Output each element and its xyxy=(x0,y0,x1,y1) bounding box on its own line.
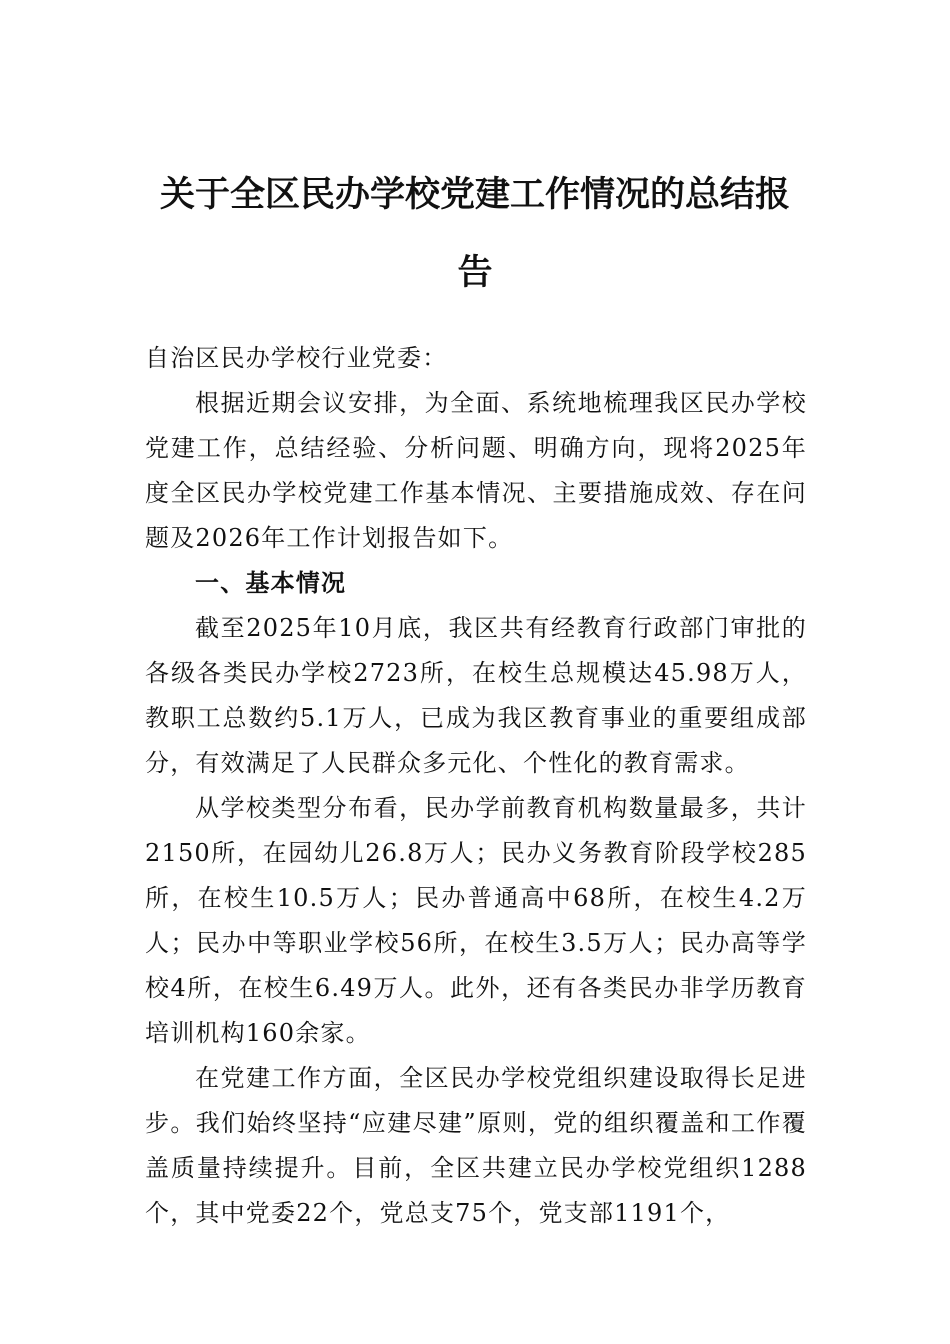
paragraph: 截至2025年10月底，我区共有经教育行政部门审批的各级各类民办学校2723所，在校生总规模达45.98万人，教职工总数约5.1万人，已成为我区教育事业的重要组成部分，有效满足了人民群众多元化、个性化的教育需求。 xyxy=(145,614,807,777)
intro-paragraph: 根据近期会议安排，为全面、系统地梳理我区民办学校党建工作，总结经验、分析问题、明确方向，现将2025年度全区民办学校党建工作基本情况、主要措施成效、存在问题及2026年工作计划报告如下。 xyxy=(145,389,807,552)
document-body xyxy=(145,336,807,1236)
section-heading: 一、基本情况 xyxy=(195,569,347,597)
salutation: 自治区民办学校行业党委： xyxy=(145,344,448,372)
paragraph: 从学校类型分布看，民办学前教育机构数量最多，共计2150所，在园幼儿26.8万人；民办义务教育阶段学校285所，在校生10.5万人；民办普通高中68所，在校生4.2万人；民办中等职业学校56所，在校生3.5万人；民办高等学校4所，在校生6.49万人。此外，还有各类民办非学历教育培训机构160余家。 xyxy=(145,794,807,1047)
document-title: 关于全区民办学校党建工作情况的总结报告 xyxy=(159,174,790,293)
paragraph: 在党建工作方面，全区民办学校党组织建设取得长足进步。我们始终坚持“应建尽建”原则，党的组织覆盖和工作覆盖质量持续提升。目前，全区共建立民办学校党组织1288个，其中党委22个，党总支75个，党支部1191个， xyxy=(145,1064,807,1227)
